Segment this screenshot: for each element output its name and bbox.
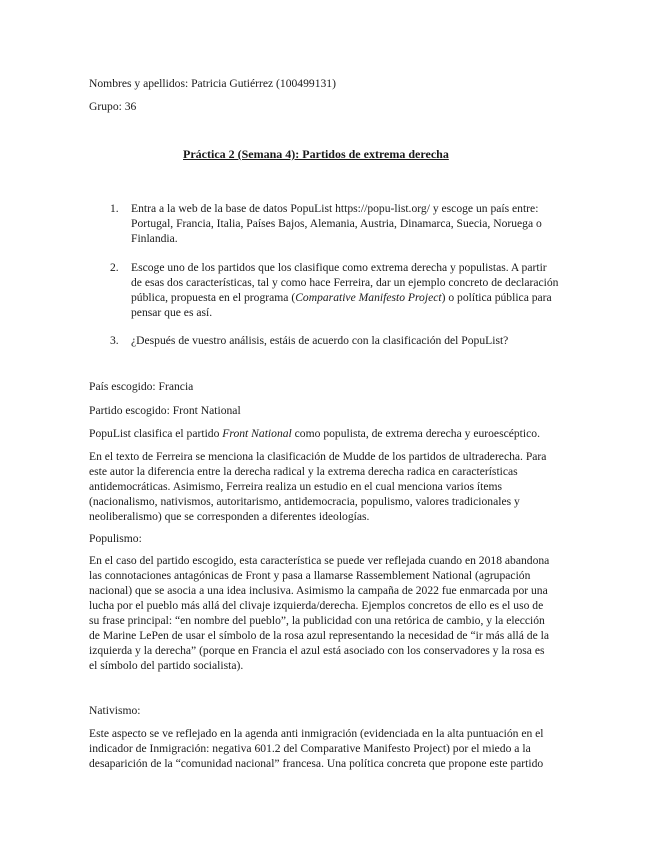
question-2-line-3-italic: Comparative Manifesto Project bbox=[295, 291, 442, 304]
group-line: Grupo: 36 bbox=[89, 100, 137, 113]
nativism-heading: Nativismo: bbox=[89, 704, 141, 717]
populist-italic: Front National bbox=[222, 427, 292, 440]
question-2-number: 2. bbox=[110, 261, 119, 274]
populism-line-5: su frase principal: “en nombre del pueblo”, la publicidad con una retórica de cambio, y la elección bbox=[89, 614, 545, 627]
populism-line-7: izquierda y la derecha” (porque en Francia el azul está asociado con los conservadores y la rosa es bbox=[89, 644, 545, 657]
ferreira-line-5: neoliberalismo) que se corresponden a diferentes ideologías. bbox=[89, 510, 370, 523]
populism-line-1: En el caso del partido escogido, esta característica se puede ver reflejada cuando en 2018 abandona bbox=[89, 554, 550, 567]
populism-heading: Populismo: bbox=[89, 532, 142, 545]
country-line: País escogido: Francia bbox=[89, 380, 194, 393]
nativism-line-1: Este aspecto se ve reflejado en la agenda anti inmigración (evidenciada en la alta puntuación en el bbox=[89, 727, 544, 740]
party-line: Partido escogido: Front National bbox=[89, 404, 241, 417]
question-1-number: 1. bbox=[110, 202, 119, 215]
question-1-line-1: Entra a la web de la base de datos PopuList https://popu-list.org/ y escoge un país entre: bbox=[131, 202, 539, 215]
nativism-line-3: desaparición de la “comunidad nacional” francesa. Una política concreta que propone este partido bbox=[89, 757, 544, 770]
populism-line-4: lucha por el pueblo más allá del clivaje izquierda/derecha. Ejemplos concretos de ello es el uso de bbox=[89, 599, 544, 612]
question-2-line-3-before: pública, propuesta en el programa ( bbox=[131, 291, 296, 304]
question-3-line-1: ¿Después de vuestro análisis, estáis de acuerdo con la clasificación del PopuList? bbox=[131, 334, 509, 347]
populist-before: PopuList clasifica el partido bbox=[89, 427, 223, 440]
ferreira-line-3: antidemocráticas. Asimismo, Ferreira realiza un estudio en el cual menciona varios ítems bbox=[89, 480, 503, 493]
populist-classification-line bbox=[89, 426, 540, 441]
question-2-line-3-after: ) o política pública para bbox=[441, 291, 552, 304]
populist-after: como populista, de extrema derecha y euroescéptico. bbox=[291, 427, 540, 440]
populism-line-6: de Marine LePen de usar el símbolo de la rosa azul representando la necesidad de “ir más allá de la bbox=[89, 629, 550, 642]
ferreira-line-1: En el texto de Ferreira se menciona la clasificación de Mudde de los partidos de ultraderecha. Para bbox=[89, 450, 547, 463]
document-title: Práctica 2 (Semana 4): Partidos de extrema derecha bbox=[183, 147, 449, 161]
populism-line-3: nacional) que se asocia a una idea inclusiva. Asimismo la campaña de 2022 fue enmarcada por una bbox=[89, 584, 548, 597]
question-2-line-3 bbox=[131, 290, 552, 305]
ferreira-line-4: (nacionalismo, nativismos, autoritarismo, antidemocracia, populismo, valores tradicionales y bbox=[89, 495, 520, 508]
populism-line-2: las connotaciones antagónicas de Front y pasa a llamarse Rassemblement National (agrupación bbox=[89, 569, 531, 582]
question-1-line-3: Finlandia. bbox=[131, 232, 178, 245]
question-2-line-4: pensar que es así. bbox=[131, 306, 213, 319]
question-1-line-2: Portugal, Francia, Italia, Países Bajos, Alemania, Austria, Dinamarca, Suecia, Noruega o bbox=[131, 217, 542, 230]
author-name-line: Nombres y apellidos: Patricia Gutiérrez (100499131) bbox=[89, 77, 336, 90]
ferreira-line-2: este autor la diferencia entre la derecha radical y la extrema derecha radica en características bbox=[89, 465, 518, 478]
question-2-line-2: de esas dos características, tal y como hace Ferreira, dar un ejemplo concreto de declaración bbox=[131, 276, 559, 289]
question-3-number: 3. bbox=[110, 334, 119, 347]
populism-line-8: el símbolo del partido socialista). bbox=[89, 659, 244, 672]
nativism-line-2: indicador de Inmigración: negativa 601.2 del Comparative Manifesto Project) por el miedo a la bbox=[89, 742, 531, 755]
question-2-line-1: Escoge uno de los partidos que los clasifique como extrema derecha y populistas. A partir bbox=[131, 261, 547, 274]
